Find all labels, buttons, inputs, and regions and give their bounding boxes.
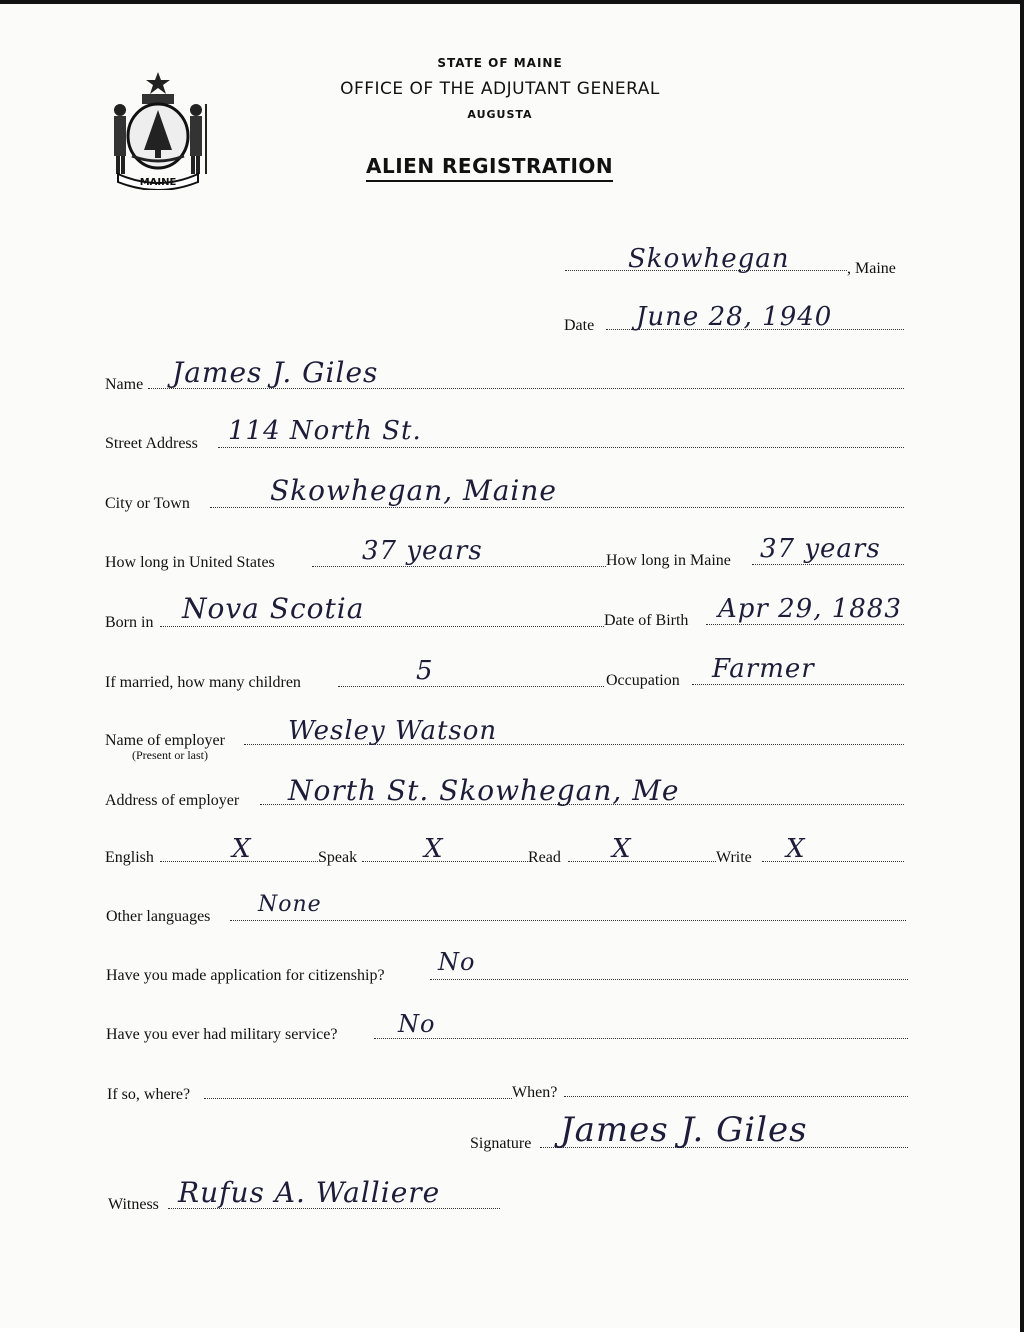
english-label: English: [105, 849, 154, 866]
date-of-birth-label: Date of Birth: [604, 612, 689, 629]
speak-label: Speak: [318, 849, 358, 866]
other-languages-label: Other languages: [106, 908, 211, 925]
town-suffix: , Maine: [847, 260, 896, 277]
where-line: [204, 1098, 512, 1099]
born-in-value[interactable]: Nova Scotia: [182, 592, 365, 625]
street-line: [218, 447, 904, 448]
military-value[interactable]: No: [398, 1010, 436, 1038]
how-long-us-label: How long in United States: [105, 554, 275, 571]
citizenship-label: Have you made application for citizenship?: [106, 967, 385, 984]
children-label: If married, how many children: [105, 674, 301, 691]
witness-value[interactable]: Rufus A. Walliere: [178, 1176, 441, 1209]
other-languages-line: [230, 920, 906, 921]
born-in-line: [160, 626, 604, 627]
date-of-birth-value[interactable]: Apr 29, 1883: [718, 594, 902, 624]
town-value[interactable]: Skowhegan: [628, 244, 790, 274]
military-line: [374, 1038, 908, 1039]
children-value[interactable]: 5: [416, 656, 434, 686]
occupation-line: [692, 684, 904, 685]
where-label: If so, where?: [107, 1086, 191, 1103]
date-label: Date: [564, 317, 595, 334]
city-value[interactable]: Skowhegan, Maine: [270, 474, 557, 507]
street-label: Street Address: [105, 435, 198, 452]
how-long-maine-value[interactable]: 37 years: [760, 534, 881, 564]
name-value[interactable]: James J. Giles: [172, 356, 379, 389]
speak-line: [362, 861, 528, 862]
how-long-us-line: [312, 566, 606, 567]
children-line: [338, 686, 604, 687]
how-long-maine-label: How long in Maine: [606, 552, 731, 569]
seal-banner-text: MAINE: [139, 177, 177, 188]
header-state: STATE OF MAINE: [437, 56, 563, 70]
military-label: Have you ever had military service?: [106, 1026, 338, 1043]
street-value[interactable]: 114 North St.: [228, 416, 422, 446]
occupation-value[interactable]: Farmer: [712, 654, 815, 684]
city-line: [210, 507, 904, 508]
write-label: Write: [716, 849, 752, 866]
employer-sublabel: (Present or last): [132, 748, 208, 762]
citizenship-value[interactable]: No: [438, 948, 476, 976]
how-long-maine-line: [752, 564, 904, 565]
write-line: [762, 861, 904, 862]
form-title: ALIEN REGISTRATION: [366, 154, 613, 182]
date-value[interactable]: June 28, 1940: [636, 302, 833, 332]
read-label: Read: [528, 849, 561, 866]
citizenship-line: [430, 979, 908, 980]
read-line: [568, 861, 716, 862]
how-long-us-value[interactable]: 37 years: [362, 536, 483, 566]
write-value[interactable]: X: [786, 834, 806, 864]
name-label: Name: [105, 376, 144, 393]
when-line: [564, 1096, 908, 1097]
signature-value[interactable]: James J. Giles: [560, 1110, 808, 1150]
header-office: OFFICE OF THE ADJUTANT GENERAL: [340, 79, 660, 99]
date-of-birth-line: [706, 624, 904, 625]
english-value[interactable]: X: [232, 834, 252, 864]
signature-label: Signature: [470, 1135, 532, 1152]
occupation-label: Occupation: [606, 672, 680, 689]
employer-address-value[interactable]: North St. Skowhegan, Me: [288, 774, 680, 807]
speak-value[interactable]: X: [424, 834, 444, 864]
city-label: City or Town: [105, 495, 190, 512]
header-city: AUGUSTA: [467, 108, 533, 121]
born-in-label: Born in: [105, 614, 154, 631]
scan-edge: [1020, 4, 1024, 1332]
employer-label: Name of employer: [105, 732, 225, 749]
read-value[interactable]: X: [612, 834, 632, 864]
witness-label: Witness: [108, 1196, 159, 1213]
other-languages-value[interactable]: None: [258, 892, 322, 917]
employer-value[interactable]: Wesley Watson: [288, 716, 498, 746]
when-label: When?: [512, 1084, 558, 1101]
employer-address-label: Address of employer: [105, 792, 240, 809]
